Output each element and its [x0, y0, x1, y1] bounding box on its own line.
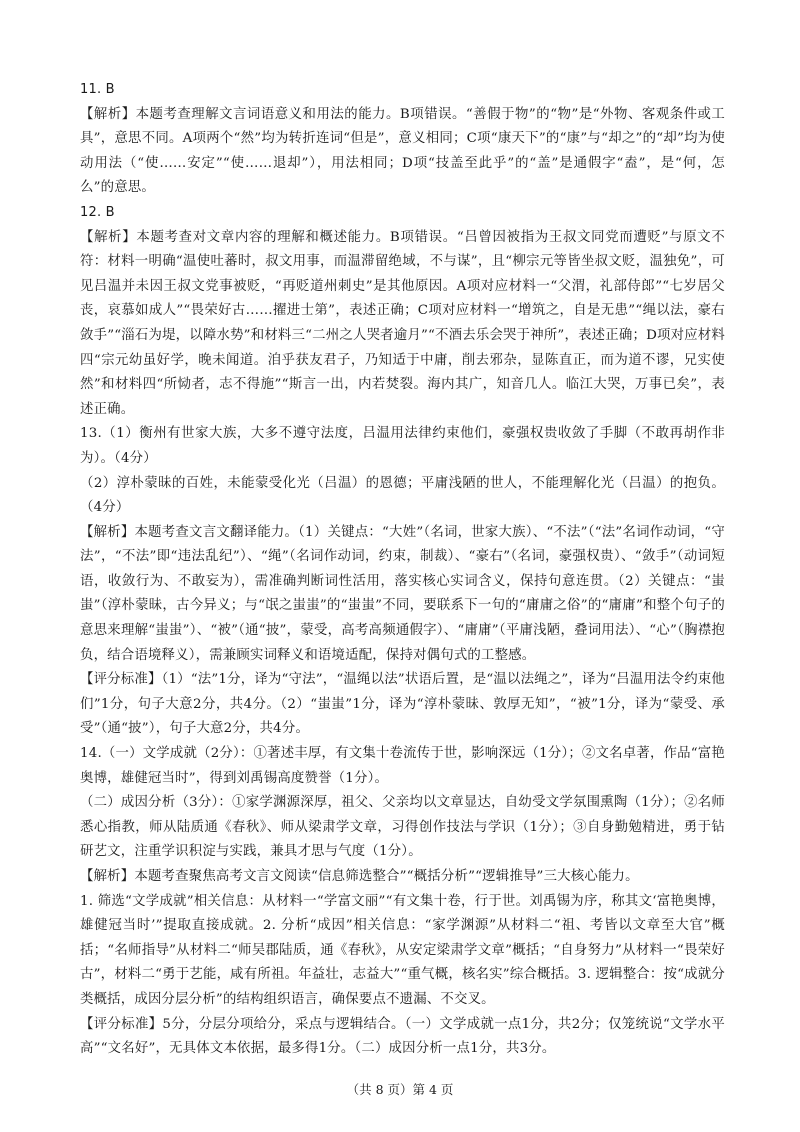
q14-steps: 1. 筛选“文学成就”相关信息：从材料一“学富文丽”“有文集十卷，行于世。刘禹锡为序，称其文‘富艳奥博，雄健冠当时’”提取直接成就。2. 分析“成因”相关信息：“家学渊源”从材料二“祖、考皆以文章至大官”概括；“名师指导”从材料二“师吴郡陆质，通《春秋》，从安定梁肃学文章”概括；“自身努力”从材料一“畏荣好古”，材料二“勇于艺能，咸有所祖。年益壮，志益大”“重气概，核名实”综合概括。3. 逻辑整合：按“成就分类概括，成因分层分析”的结构组织语言，确保要点不遗漏、不交叉。: [80, 893, 725, 1007]
page-footer: （共 8 页）第 4 页: [346, 1082, 454, 1097]
q14-part-2: （二）成因分析（3分）：①家学渊源深厚，祖父、父亲均以文章显达，自幼受文学氛围熏陶（1分）；②名师悉心指教，师从陆质通《春秋》、师从梁肃学文章，习得创作技法与学识（1分）；③自身勤勉精进，勇于钻研艺文，注重学识积淀与实践，兼具才思与气度（1分）。: [80, 795, 725, 860]
q14-analysis: 【解析】本题考查聚焦高考文言文阅读“信息筛选整合”“概括分析”“逻辑推导”三大核心能力。: [80, 869, 639, 884]
q13-scoring: 【评分标准】（1）“法”1分，译为“守法”，“温绳以法”状语后置，是“温以法绳之”，译为“吕温用法令约束他们”1分，句子大意2分，共4分。（2）“蚩蚩”1分，译为“淳朴蒙昧、敦厚无知”，“被”1分，译为“蒙受、承受”（通“披”），句子大意2分，共4分。: [80, 672, 725, 737]
q12-analysis: 【解析】本题考查对文章内容的理解和概述能力。B项错误。“吕曾因被指为王叔文同党而遭贬”与原文不符：材料一明确“温使吐蕃时，叔文用事，而温滞留绝域，不与谋”，且“柳宗元等皆坐叔文贬，温独免”，可见吕温并未因王叔文党事被贬，“再贬道州刺史”是其他原因。A项对应材料一“父渭，礼部侍郎”“七岁居父丧，哀慕如成人”“畏荣好古……擢进士第”，表述正确；C项对应材料一“增筑之，自是无患”“绳以法，豪右敛手”“淄石为堤，以障水势”和材料三“二州之人哭者逾月”“不酒去乐会哭于神所”，表述正确；D项对应材料四“宗元幼虽好学，晚未闻道。洎乎获友君子，乃知适于中庸，削去邪杂，显陈直正，而为道不谬，兄实使然”和材料四“所恸者，志不得施”“斯言一出，内若焚裂。海内其广，知音几人。临江大哭，万事已矣”，表述正确。: [80, 229, 725, 417]
q12-answer: 12. B: [80, 204, 115, 220]
answer-page: [80, 78, 725, 1062]
q13-answer-1: 13.（1）衡州有世家大族，大多不遵守法度，吕温用法律约束他们，豪强权贵收敛了手脚（不敢再胡作非为）。（4分）: [80, 426, 725, 466]
q14-part-1: 14.（一）文学成就（2分）：①著述丰厚，有文集十卷流传于世，影响深远（1分）；②文名卓著，作品“富艳奥博，雄健冠当时”，得到刘禹锡高度赞誉（1分）。: [80, 746, 725, 786]
q13-answer-2: （2）淳朴蒙昧的百姓，未能蒙受化光（吕温）的恩德；平庸浅陋的世人，不能理解化光（吕温）的抱负。（4分）: [80, 475, 725, 516]
q11-answer: 11. B: [80, 82, 115, 97]
q13-analysis: 【解析】本题考查文言文翻译能力。（1）关键点：“大姓”（名词，世家大族）、“不法”（“法”名词作动词，“守法”，“不法”即“违法乱纪”）、“绳”（名词作动词，约束，制裁）、“豪右”（名词，豪强权贵）、“敛手”（动词短语，收敛行为、不敢妄为），需准确判断词性活用，落实核心实词含义，保持句意连贯。（2）关键点：“蚩蚩”（淳朴蒙昧，古今异义；与“氓之蚩蚩”的“蚩蚩”不同，要联系下一句的“庸庸之俗”的“庸庸”和整个句子的意思来理解“蚩蚩”）、“被”（通“披”，蒙受，高考高频通假字）、“庸庸”（平庸浅陋，叠词用法）、“心”（胸襟抱负，结合语境释义），需兼顾实词释义和语境适配，保持对偶句式的工整感。: [80, 524, 725, 663]
q14-scoring: 【评分标准】5分，分层分项给分，采点与逻辑结合。（一）文学成就一点1分，共2分；仅笼统说“文学水平高”“文名好”，无具体文本依据，最多得1分。（二）成因分析一点1分，共3分。: [80, 1016, 725, 1057]
q11-analysis: 【解析】本题考查理解文言词语意义和用法的能力。B项错误。“善假于物”的“物”是“外物、客观条件或工具”，意思不同。A项两个“然”均为转折连词“但是”，意义相同；C项“康天下”的“康”与“却之”的“却”均为使动用法（“使……安定”“使……退却”），用法相同；D项“技盖至此乎”的“盖”是通假字“盍”，是“何，怎么”的意思。: [80, 106, 725, 196]
